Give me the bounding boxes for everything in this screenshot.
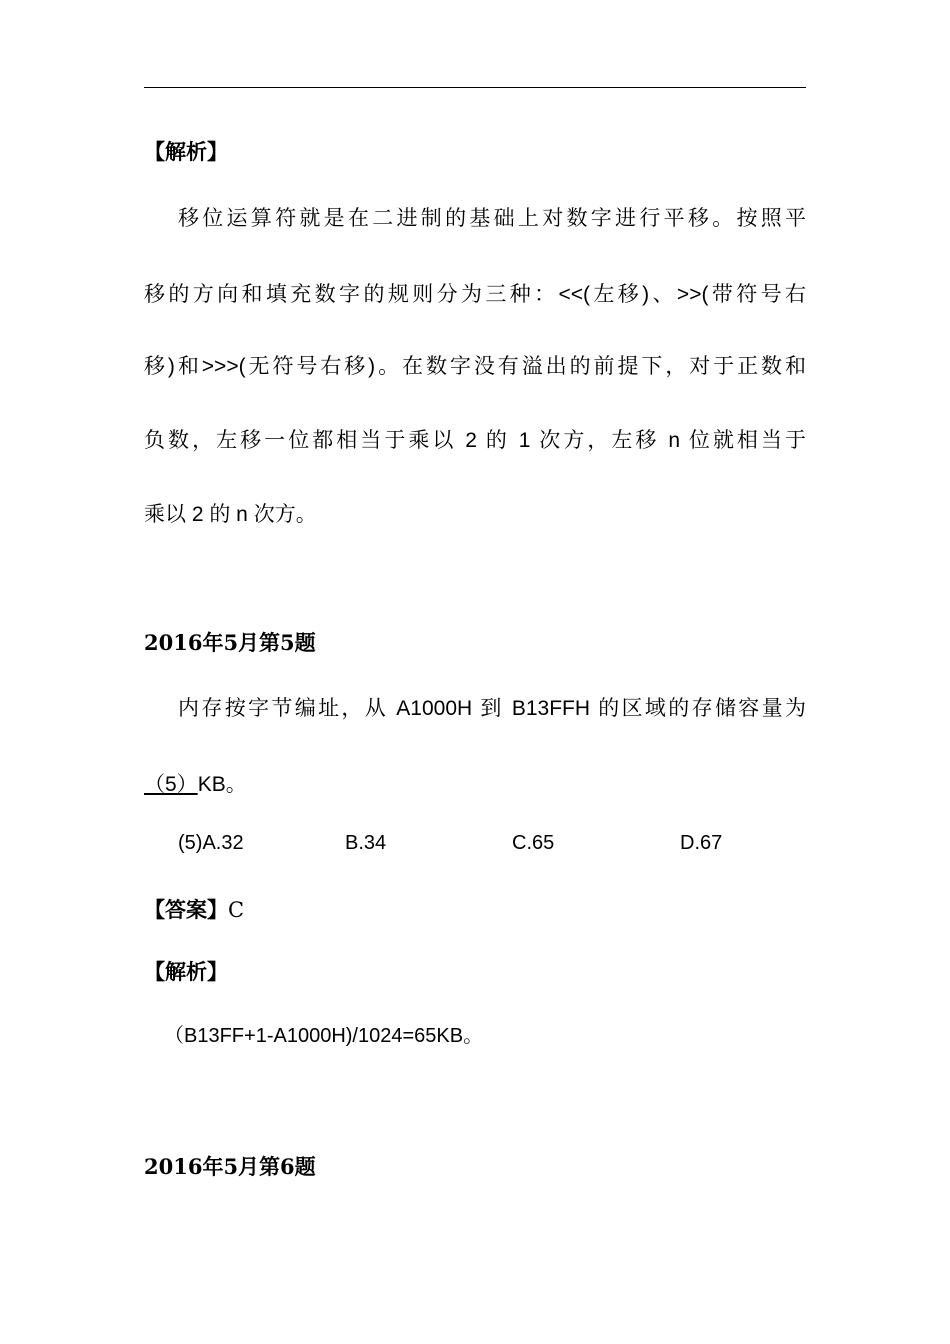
option-c: C.65 bbox=[512, 832, 555, 854]
question-5-analysis-text: （B13FF+1-A1000H)/1024=65KB。 bbox=[164, 1025, 484, 1047]
question-5-stem-line-2 bbox=[144, 768, 247, 798]
analysis-line-4: 负数，左移一位都相当于乘以 2 的 1 次方，左移 n 位就相当于 bbox=[144, 429, 806, 452]
stem-suffix: KB。 bbox=[197, 773, 247, 796]
analysis-line-5: 乘以 2 的 n 次方。 bbox=[144, 503, 317, 526]
option-a: (5)A.32 bbox=[178, 832, 244, 854]
option-d: D.67 bbox=[680, 832, 723, 854]
answer-blank: （5） bbox=[144, 773, 198, 796]
question-6-title: 2016年5月第6题 bbox=[144, 1154, 316, 1179]
header-rule bbox=[144, 87, 806, 88]
analysis-heading: 【解析】 bbox=[144, 141, 228, 164]
answer-line bbox=[144, 898, 806, 923]
answer-label: 【答案】 bbox=[144, 899, 228, 922]
question-5-title: 2016年5月第5题 bbox=[144, 630, 316, 655]
question-5-analysis-heading: 【解析】 bbox=[144, 961, 228, 984]
analysis-line-3: 移)和>>>(无符号右移)。在数字没有溢出的前提下，对于正数和 bbox=[144, 355, 806, 378]
option-b: B.34 bbox=[345, 832, 387, 854]
question-5-stem-line-1: 内存按字节编址，从 A1000H 到 B13FFH 的区域的存储容量为 bbox=[178, 697, 806, 720]
answer-value: C bbox=[228, 898, 245, 922]
analysis-line-2: 移的方向和填充数字的规则分为三种：<<(左移)、>>(带符号右 bbox=[144, 283, 806, 306]
analysis-line-1: 移位运算符就是在二进制的基础上对数字进行平移。按照平 bbox=[178, 207, 806, 230]
